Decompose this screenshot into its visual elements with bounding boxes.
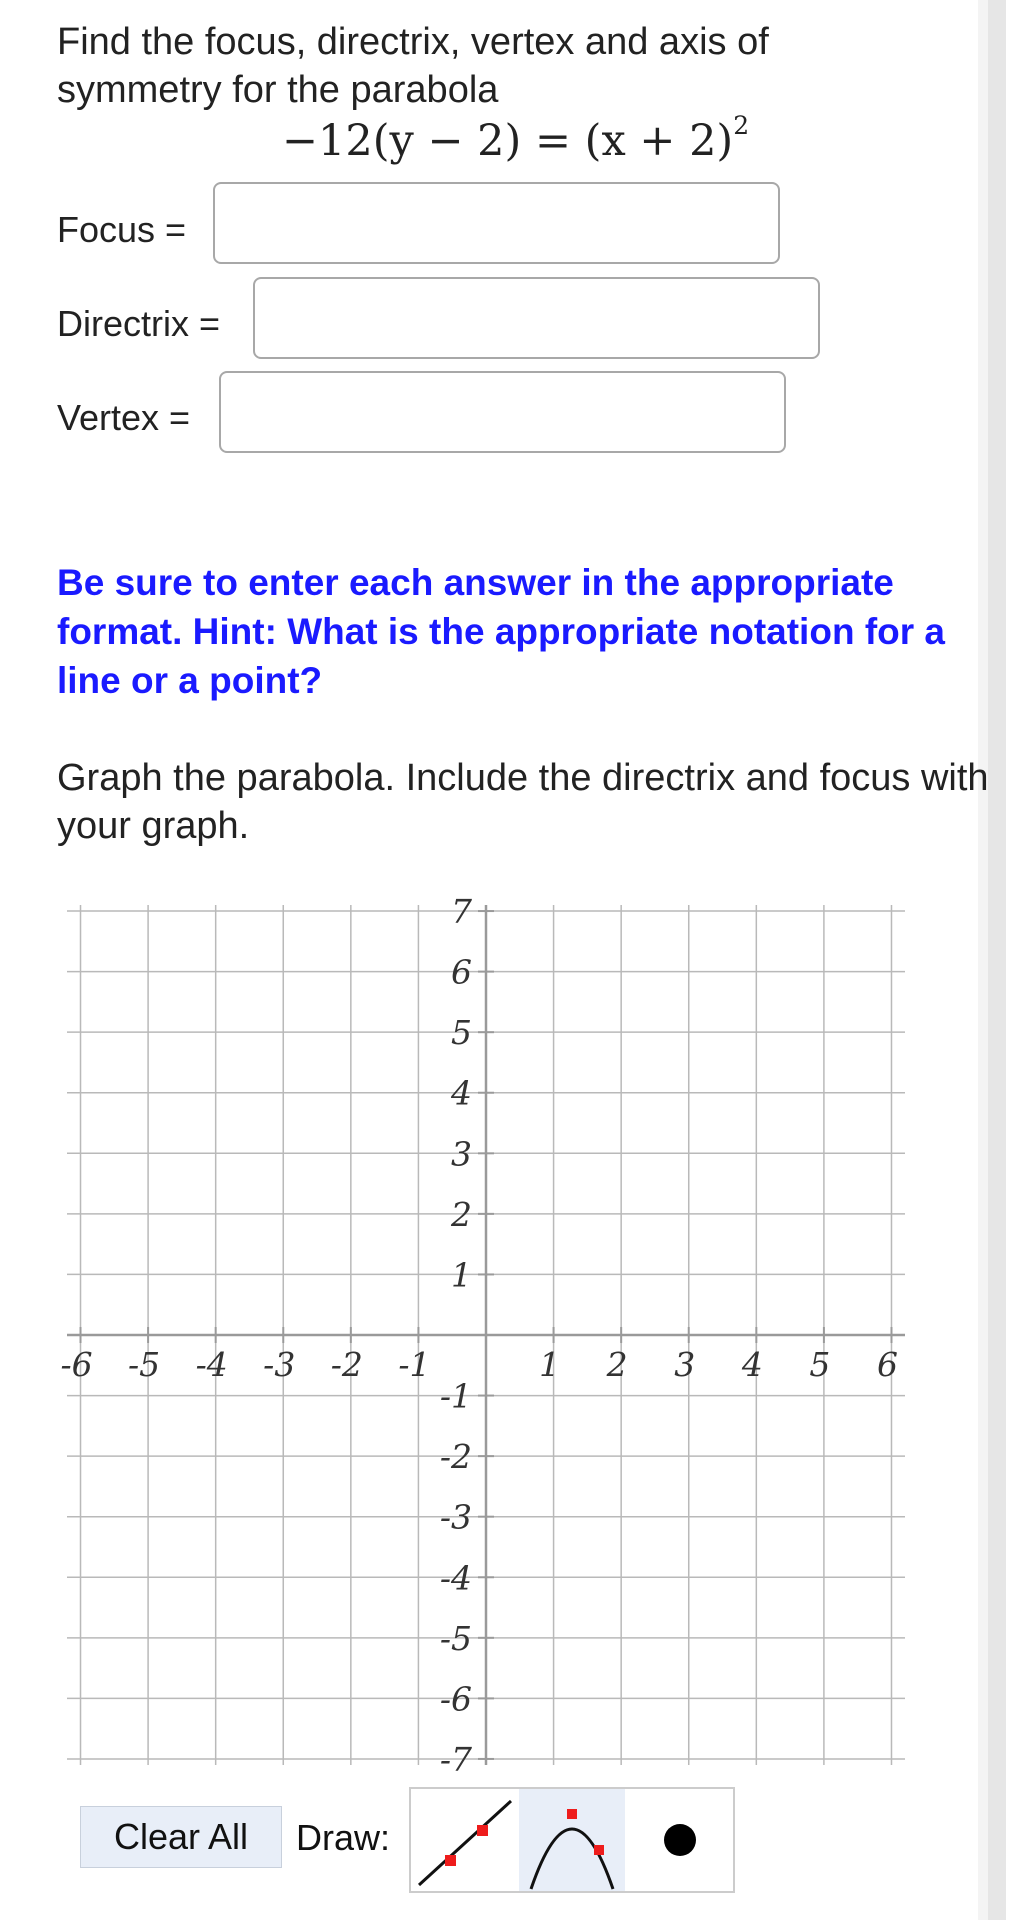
x-tick-label: 2 xyxy=(606,1345,628,1384)
y-tick-label: 3 xyxy=(451,1134,472,1174)
y-tick-label: -1 xyxy=(439,1376,472,1416)
x-tick-label: -3 xyxy=(263,1345,296,1384)
x-tick-label: -6 xyxy=(60,1345,93,1384)
focus-input[interactable] xyxy=(213,182,780,264)
y-tick-label: 6 xyxy=(451,952,472,992)
y-tick-label: 1 xyxy=(451,1255,472,1295)
y-tick-label: -5 xyxy=(439,1618,472,1658)
graph-instruction: Graph the parabola. Include the directrix and focus with your graph. xyxy=(57,757,989,847)
line-tool-button[interactable] xyxy=(411,1789,517,1891)
x-tick-label: 3 xyxy=(674,1345,696,1384)
x-tick-label: -2 xyxy=(330,1345,363,1384)
equation-exponent: 2 xyxy=(733,110,750,140)
y-tick-label: 2 xyxy=(451,1194,472,1234)
parabola-tool-icon xyxy=(519,1789,625,1891)
x-tick-label: -5 xyxy=(128,1345,161,1384)
point-tool-button[interactable] xyxy=(627,1789,733,1891)
y-tick-label: -6 xyxy=(439,1679,472,1719)
parabola-equation xyxy=(282,110,750,166)
y-tick-label: -2 xyxy=(439,1437,472,1477)
scrollbar[interactable] xyxy=(988,0,1006,1920)
clear-all-button[interactable]: Clear All xyxy=(80,1806,282,1868)
y-tick-label: 5 xyxy=(451,1013,472,1053)
line-tool-icon xyxy=(411,1789,517,1891)
x-tick-label: 6 xyxy=(876,1345,898,1384)
x-tick-label: 1 xyxy=(539,1345,561,1384)
directrix-label: Directrix = xyxy=(57,303,221,344)
x-tick-label: 4 xyxy=(741,1345,763,1384)
y-tick-label: -7 xyxy=(439,1739,472,1773)
focus-label: Focus = xyxy=(57,209,187,250)
y-tick-label: -4 xyxy=(439,1558,472,1598)
x-tick-label: -4 xyxy=(195,1345,228,1384)
draw-tool-group xyxy=(409,1787,735,1893)
directrix-input[interactable] xyxy=(253,277,820,359)
parabola-tool-button[interactable] xyxy=(519,1789,625,1891)
graph-area[interactable] xyxy=(57,897,915,1773)
question-text: Find the focus, directrix, vertex and axis of symmetry for the parabola xyxy=(57,21,769,111)
draw-label: Draw: xyxy=(296,1817,391,1858)
x-tick-label: -1 xyxy=(398,1345,431,1384)
y-tick-label: 7 xyxy=(451,897,472,932)
point-tool-icon xyxy=(627,1789,733,1891)
coordinate-grid[interactable] xyxy=(57,897,915,1773)
y-tick-label: 4 xyxy=(451,1073,472,1113)
y-tick-label: -3 xyxy=(439,1497,472,1537)
format-hint: Be sure to enter each answer in the appropriate format. Hint: What is the appropriate notation for a line or a point? xyxy=(57,562,945,701)
scroll-track xyxy=(978,0,988,1920)
x-tick-label: 5 xyxy=(809,1345,831,1384)
equation-body: −12(y − 2) = (x + 2) xyxy=(282,116,734,166)
vertex-label: Vertex = xyxy=(57,397,191,438)
vertex-input[interactable] xyxy=(219,371,786,453)
